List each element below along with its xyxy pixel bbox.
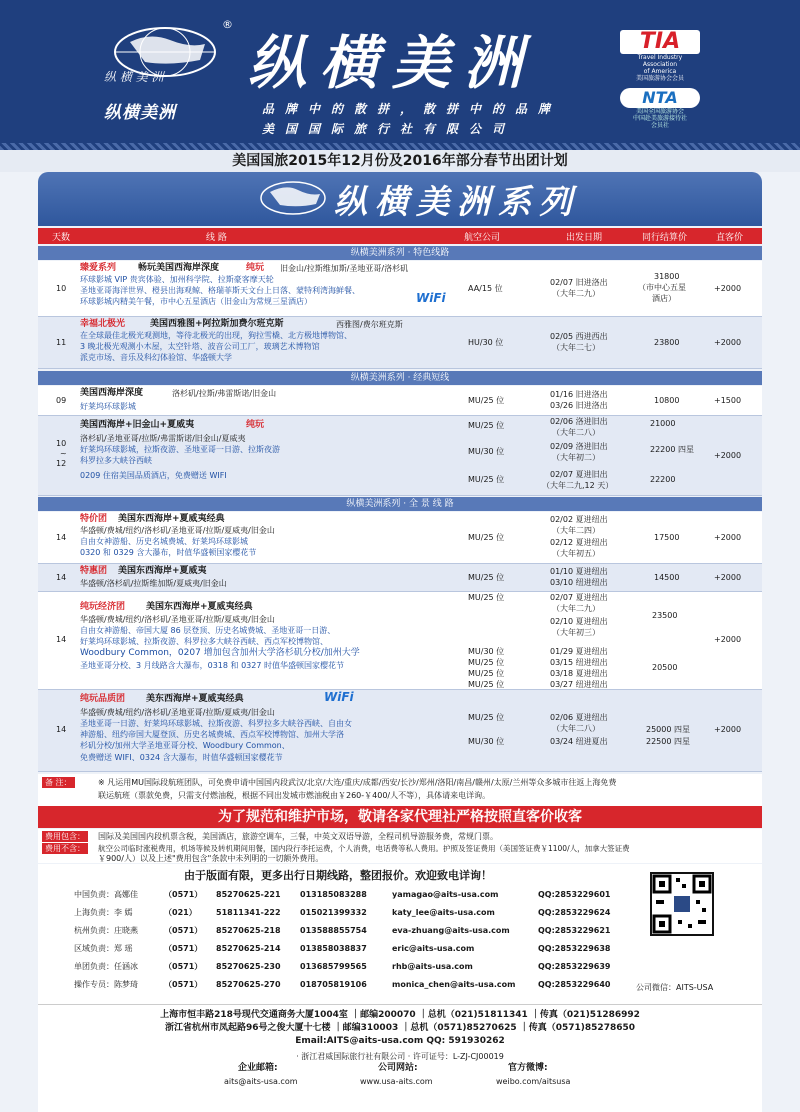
footer-weibo-label: 官方微博: xyxy=(508,1063,548,1073)
section-feature: 纵横美洲系列 · 特色线路 xyxy=(38,246,762,260)
page-title: 美国国旅2015年12月份及2016年部分春节出团计划 xyxy=(0,150,800,172)
row-price: 22200 xyxy=(650,475,676,484)
table-row xyxy=(38,690,762,772)
row-days: ~ xyxy=(60,449,67,458)
contact-email[interactable]: eva-zhuang@aits-usa.com xyxy=(392,926,510,935)
nta-sub-1: 美国全国旅游协会 xyxy=(635,108,684,115)
contact-tel: 85270625-218 xyxy=(216,926,281,935)
row-date: 01/29 夏进纽出 xyxy=(550,647,608,656)
row-date: 03/15 纽进纽出 xyxy=(550,658,608,667)
footer-address-shanghai: 上海市恒丰路218号现代交通商务大厦1004室 ｜邮编200070 ｜总机（021)51811341 ｜传真（021)51286992 xyxy=(160,1010,640,1020)
table-row xyxy=(38,416,762,496)
wifi-icon: WiFi xyxy=(324,690,354,704)
contact-row xyxy=(38,976,638,994)
row-days: 10 xyxy=(56,284,67,293)
contact-role: 杭州负责：庄晓燕 xyxy=(74,926,138,935)
notes-line: ※ 凡运用MU国际段航班团队，可免费申请中国国内段武汉/北京/大连/重庆/成都/西安/长沙/郑州/洛阳/南昌/赣州/太原/兰州等众多城市往返上海免费 xyxy=(98,778,617,787)
row-price: 25000 四星 xyxy=(646,725,690,734)
row-price: 23800 xyxy=(654,338,680,347)
contact-email[interactable]: eric@aits-usa.com xyxy=(392,944,475,953)
row-cities: 旧金山/拉斯维加斯/圣地亚哥/洛杉矶 xyxy=(280,264,409,273)
table-row xyxy=(38,512,762,564)
row-line: 3 晚北极光观测小木屋，太空针塔、波音公司工厂，玻璃艺术博物馆 xyxy=(80,342,320,351)
registered-mark: ® xyxy=(222,18,233,31)
slogan-line-2: 美国国际旅行社有限公司 xyxy=(262,122,516,136)
row-line: 好莱坞环球影城，拉斯夜游、圣地亚哥一日游、拉斯夜游 xyxy=(80,445,280,454)
row-date: 02/07 旧进洛出 xyxy=(550,278,608,287)
row-airline: MU/30 位 xyxy=(468,447,505,456)
nta-sub-3: 会员社 xyxy=(650,122,669,129)
row-days: 14 xyxy=(56,573,67,582)
row-days: 12 xyxy=(56,459,67,468)
brand-title: 纵横美洲 xyxy=(248,29,537,97)
row-cities: 洛杉矶/拉斯/弗雷斯诺/旧金山 xyxy=(172,389,277,398)
contact-row xyxy=(38,904,638,922)
row-line: 好莱坞环球影城、拉斯夜游、科罗拉多大峡谷西峡、西点军校博物馆、 xyxy=(80,637,328,646)
table-row xyxy=(38,592,762,690)
row-direct: +2000 xyxy=(714,725,742,734)
contact-mobile: 013588855754 xyxy=(300,926,367,935)
footer xyxy=(38,1004,762,1112)
row-date: 01/16 旧进洛出 xyxy=(550,390,608,399)
row-cities: 华盛顿/费城/纽约/洛杉矶/圣地亚哥/拉斯/夏威夷/旧金山 xyxy=(80,615,275,624)
row-line: 圣地亚哥海洋世界、橙县出海观鲸、格瑞菲斯天文台上日落、蒙特利湾海鲜餐、 xyxy=(80,286,360,295)
row-days: 14 xyxy=(56,635,67,644)
contact-qq: QQ:2853229624 xyxy=(538,908,611,917)
row-price: 20500 xyxy=(652,663,678,672)
contact-area: （021） xyxy=(164,908,197,917)
col-direct: 直客价 xyxy=(716,233,744,243)
row-date: 02/05 西进西出 xyxy=(550,332,608,341)
fee-exclude-text: 航空公司临时涨税费用，机场等候及转机期间用餐，国内段行李托运费，个人消费，电话费等私人费用。护照及签证费用（美国签证费￥1100/人，加拿大签证费 xyxy=(98,844,630,853)
row-direct: +2000 xyxy=(714,635,742,644)
row-airline: MU/30 位 xyxy=(468,647,505,656)
footer-weibo[interactable]: weibo.com/aitsusa xyxy=(496,1077,571,1086)
contact-row xyxy=(38,958,638,976)
row-direct: +2000 xyxy=(714,338,742,347)
row-price: 22500 四星 xyxy=(646,737,690,746)
row-days: 10 xyxy=(56,439,67,448)
contact-area: （0571） xyxy=(164,962,203,971)
contact-qq: QQ:2853229601 xyxy=(538,890,611,899)
row-title: 美东西海岸+夏威夷经典 xyxy=(146,694,244,704)
row-tag: 纯玩经济团 xyxy=(80,602,126,612)
contact-tel: 51811341-222 xyxy=(216,908,281,917)
row-title: 美国东西海岸+夏威夷 xyxy=(118,566,207,576)
footer-email-qq: Email:AITS@aits-usa.com QQ: 591930262 xyxy=(295,1036,505,1046)
row-price: 31800 xyxy=(654,272,680,281)
contact-qq: QQ:2853229639 xyxy=(538,962,611,971)
row-line: 0209 住宿美国品质酒店，免费赠送 WIFI xyxy=(80,471,227,480)
row-direct: +1500 xyxy=(714,396,742,405)
table-header xyxy=(38,228,762,244)
row-days: 14 xyxy=(56,533,67,542)
row-cities: 华盛顿/洛杉矶/拉斯维加斯/夏威夷/旧金山 xyxy=(80,579,227,588)
row-line: 杉矶分校/加州大学圣地亚哥分校、Woodbury Common、 xyxy=(80,741,290,750)
header-divider xyxy=(0,143,800,150)
section-classic: 纵横美洲系列 · 经典短线 xyxy=(38,371,762,385)
row-days: 14 xyxy=(56,725,67,734)
row-cities: 西雅图/费尔班克斯 xyxy=(336,320,403,329)
qr-code-icon xyxy=(650,872,714,936)
row-price: 17500 xyxy=(654,533,680,542)
footer-site[interactable]: www.usa-aits.com xyxy=(360,1077,433,1086)
contact-mobile: 013185083288 xyxy=(300,890,367,899)
row-title: 美国西海岸+旧金山+夏威夷 xyxy=(80,420,195,430)
table-row xyxy=(38,386,762,416)
row-line: 派克市场、音乐及科幻体验馆、华盛顿大学 xyxy=(80,353,232,362)
fee-include-text: 国际及美国国内段机票含税，美国酒店，旅游空调车，三餐，中英文双语导游，全程司机导游服务费，常规门票。 xyxy=(98,832,498,841)
row-date: 02/10 夏进纽出 xyxy=(550,617,608,626)
contact-tel: 85270625-214 xyxy=(216,944,281,953)
row-tag2: 纯玩 xyxy=(246,420,265,430)
row-price: 23500 xyxy=(652,611,678,620)
row-date: （大年二四） xyxy=(552,526,600,535)
row-date: 02/07 夏进旧出 xyxy=(550,470,608,479)
contact-mobile: 013858038837 xyxy=(300,944,367,953)
row-airline: MU/25 位 xyxy=(468,475,505,484)
table-row xyxy=(38,564,762,592)
contact-tel: 85270625-270 xyxy=(216,980,281,989)
contact-qq: QQ:2853229621 xyxy=(538,926,611,935)
row-title: 畅玩美国西海岸深度 xyxy=(138,263,220,273)
row-line: 0320 和 0329 含大瀑布，时值华盛顿国家樱花节 xyxy=(80,548,257,557)
contact-email[interactable]: monica_chen@aits-usa.com xyxy=(392,980,516,989)
row-line: 环球影城内精美午餐，市中心五星酒店（旧金山为常规三星酒店） xyxy=(80,297,312,306)
nta-logo-text: NTA xyxy=(620,88,700,108)
row-airline: MU/25 位 xyxy=(468,680,505,689)
globe-icon xyxy=(258,178,328,218)
row-date: （大年二九） xyxy=(552,289,600,298)
row-date: （大年二九,12 天） xyxy=(542,481,614,490)
row-line: 好莱坞环球影城 xyxy=(80,402,136,411)
tia-logo xyxy=(620,30,700,82)
contact-mobile: 015021399332 xyxy=(300,908,367,917)
series-banner xyxy=(38,172,762,226)
footer-mail-label: 企业邮箱: xyxy=(238,1063,278,1073)
row-date: 01/10 夏进纽出 xyxy=(550,567,608,576)
row-tag: 特惠团 xyxy=(80,566,108,576)
footer-site-label: 公司网站: xyxy=(378,1063,418,1073)
contact-mobile: 018705819106 xyxy=(300,980,367,989)
contact-role: 上海负责：李 嫣 xyxy=(74,908,133,917)
row-date: 02/12 夏进纽出 xyxy=(550,538,608,547)
contact-role: 单团负责：任涵冰 xyxy=(74,962,138,971)
row-price: 21000 xyxy=(650,419,676,428)
row-date: 03/27 纽进纽出 xyxy=(550,680,608,689)
row-title: 美国东西海岸+夏威夷经典 xyxy=(146,602,253,612)
contact-area: （0571） xyxy=(164,980,203,989)
footer-license: · 浙江君威国际旅行社有限公司 · 许可证号：L-ZJ-CJ00019 xyxy=(296,1052,504,1061)
brand-logo-text: 纵横美洲 xyxy=(104,103,176,123)
row-line: 圣地亚哥一日游、好莱坞环球影城、拉斯夜游、科罗拉多大峡谷西峡、自由女 xyxy=(80,719,352,728)
tia-sub-3: 美国旅游协会会员 xyxy=(635,75,684,82)
row-line: 科罗拉多大峡谷西峡 xyxy=(80,456,152,465)
tia-logo-text: TIA xyxy=(620,30,700,54)
row-tag: 臻爱系列 xyxy=(80,263,117,273)
nta-sub-2: 中国赴美旅游接待社 xyxy=(632,115,687,122)
row-direct: +2000 xyxy=(714,533,742,542)
nta-logo xyxy=(620,88,700,129)
row-days: 09 xyxy=(56,396,67,405)
row-date: 03/26 旧进洛出 xyxy=(550,401,608,410)
contact-area: （0571） xyxy=(164,944,203,953)
contact-role: 区域负责：郑 瑶 xyxy=(74,944,133,953)
row-airline: MU/25 位 xyxy=(468,593,505,602)
banner-title: 纵横美洲系列 xyxy=(334,182,580,221)
row-date: 02/06 夏进纽出 xyxy=(550,713,608,722)
row-cities: 华盛顿/费城/纽约/洛杉矶/圣地亚哥/拉斯/夏威夷/旧金山 xyxy=(80,526,275,535)
tia-sub-2: of America xyxy=(643,68,677,75)
row-tag2: 纯玩 xyxy=(246,263,265,273)
row-date: （大年初五） xyxy=(552,549,600,558)
brand-small-text: 纵 横 美 洲 xyxy=(104,70,164,84)
contact-area: （0571） xyxy=(164,890,203,899)
wifi-icon: WiFi xyxy=(416,291,446,305)
col-route: 线 路 xyxy=(206,233,227,243)
row-airline: MU/25 位 xyxy=(468,713,505,722)
contact-area: （0571） xyxy=(164,926,203,935)
row-airline: MU/25 位 xyxy=(468,396,505,405)
contact-row xyxy=(38,922,638,940)
notes-box xyxy=(38,774,762,806)
row-price: 10800 xyxy=(654,396,680,405)
row-tag: 纯玩品质团 xyxy=(80,694,126,704)
row-cities: 华盛顿/费城/纽约/洛杉矶/圣地亚哥/拉斯/夏威夷/旧金山 xyxy=(80,708,275,717)
table-row xyxy=(38,317,762,369)
col-price: 同行结算价 xyxy=(642,233,688,243)
row-line: Woodbury Common，0207 增加包含加州大学洛杉矶分校/加州大学 xyxy=(80,648,360,658)
notes-label: 备 注： xyxy=(42,777,75,788)
row-date: （大年二八） xyxy=(552,724,600,733)
row-airline: AA/15 位 xyxy=(468,284,503,293)
notes-line: 联运航班（票款免费，只需支付燃油税，根据不同出发城市燃油税由￥260-￥400/人不等），具体请来电详询。 xyxy=(98,791,491,800)
row-date: 02/07 夏进纽出 xyxy=(550,593,608,602)
fee-include-label: 费用包含： xyxy=(42,831,88,842)
row-line: 在全球最佳北极光观测地，等待北极光的出现，狗拉雪橇、北方极地博物馆、 xyxy=(80,331,352,340)
row-date: 03/24 纽进夏出 xyxy=(550,737,608,746)
row-tag: 特价团 xyxy=(80,514,108,524)
row-direct: +2000 xyxy=(714,573,742,582)
row-airline: MU/30 位 xyxy=(468,737,505,746)
row-date: （大年二九） xyxy=(552,604,600,613)
col-days: 天数 xyxy=(52,233,71,243)
table-row xyxy=(38,261,762,317)
row-airline: MU/25 位 xyxy=(468,533,505,542)
contact-email[interactable]: rhb@aits-usa.com xyxy=(392,962,473,971)
row-days: 11 xyxy=(56,338,67,347)
row-airline: MU/25 位 xyxy=(468,573,505,582)
row-airline: MU/25 位 xyxy=(468,658,505,667)
row-title: 美国西雅图+阿拉斯加费尔班克斯 xyxy=(150,319,284,329)
row-price: （市中心五星 xyxy=(638,283,686,292)
row-tag: 幸福北极光 xyxy=(80,319,126,329)
tia-sub-1: Travel Industry Association xyxy=(637,54,683,68)
contact-role: 中国负责：高娜佳 xyxy=(74,890,138,899)
fee-exclude-label: 费用不含： xyxy=(42,843,88,854)
row-airline: MU/25 位 xyxy=(468,669,505,678)
row-date: 02/09 洛进旧出 xyxy=(550,442,608,451)
row-line: 圣地亚哥分校、3 月线路含大瀑布，0318 和 0327 时值华盛顿国家樱花节 xyxy=(80,661,344,670)
row-title: 美国东西海岸+夏威夷经典 xyxy=(118,514,225,524)
row-price: 22200 四星 xyxy=(650,445,694,454)
fee-exclude-text: ￥900/人）以及上述"费用包含"条款中未列明的一切额外费用。 xyxy=(98,854,324,863)
row-direct: +2000 xyxy=(714,284,742,293)
row-date: 03/10 纽进纽出 xyxy=(550,578,608,587)
main-content xyxy=(0,150,800,1112)
header xyxy=(0,0,800,150)
row-line: 免费赠送 WIFI、0324 含大瀑布，时值华盛顿国家樱花节 xyxy=(80,753,283,762)
contact-role: 操作专员：陈梦琦 xyxy=(74,980,138,989)
row-line: 自由女神游船、历史名城费城、好莱坞环球影城 xyxy=(80,537,248,546)
row-price: 酒店） xyxy=(652,294,676,303)
footer-address-hangzhou: 浙江省杭州市凤起路96号之俊大厦十七楼 ｜邮编310003 ｜总机（0571)85270625 ｜传真（0571)85278650 xyxy=(164,1023,636,1033)
row-airline: HU/30 位 xyxy=(468,338,504,347)
row-direct: +2000 xyxy=(714,451,742,460)
row-date: （大年初三） xyxy=(552,628,600,637)
contact-row xyxy=(38,940,638,958)
row-line: 神游船、纽约帝国大厦登顶、历史名城费城、西点军校博物馆、加州大学洛 xyxy=(80,730,344,739)
row-line: 自由女神游船、帝国大厦 86 层登顶、历史名城费城、圣地亚哥一日游、 xyxy=(80,626,336,635)
slogan-line-1: 品牌中的散拼，散拼中的品牌 xyxy=(262,102,562,116)
row-date: （大年二八） xyxy=(552,428,600,437)
contact-box xyxy=(38,864,762,1004)
footer-mail[interactable]: aits@aits-usa.com xyxy=(224,1077,298,1086)
contact-email[interactable]: katy_lee@aits-usa.com xyxy=(392,908,495,917)
col-airline: 航空公司 xyxy=(464,233,501,243)
col-date: 出发日期 xyxy=(566,233,603,243)
row-price: 14500 xyxy=(654,573,680,582)
contact-tel: 85270625-230 xyxy=(216,962,281,971)
row-date: （大年二七） xyxy=(552,343,600,352)
contact-email[interactable]: yamagao@aits-usa.com xyxy=(392,890,499,899)
contact-qq: QQ:2853229640 xyxy=(538,980,611,989)
row-line: 环球影城 VIP 贵宾体验、加州科学院、拉斯豪客摩天轮 xyxy=(80,275,274,284)
row-date: （大年初二） xyxy=(552,453,600,462)
contact-tel: 85270625-221 xyxy=(216,890,281,899)
row-date: 02/02 夏进纽出 xyxy=(550,515,608,524)
row-date: 03/18 夏进纽出 xyxy=(550,669,608,678)
wechat-label: 公司微信：AITS-USA xyxy=(636,983,714,992)
contact-row xyxy=(38,886,638,904)
row-title: 美国西海岸深度 xyxy=(80,388,144,398)
contact-qq: QQ:2853229638 xyxy=(538,944,611,953)
contact-intro: 由于版面有限，更多出行日期线路，整团报价。欢迎致电详询！ xyxy=(184,869,492,882)
section-panorama: 纵横美洲系列 · 全 景 线 路 xyxy=(38,497,762,511)
fees-box xyxy=(38,829,762,863)
contact-mobile: 013685799565 xyxy=(300,962,367,971)
row-cities: 洛杉矶/圣地亚哥/拉斯/弗雷斯诺/旧金山/夏威夷 xyxy=(80,434,246,443)
notice-bar: 为了规范和维护市场，敬请各家代理社严格按照直客价收客 xyxy=(38,806,762,828)
row-date: 02/06 洛进旧出 xyxy=(550,417,608,426)
row-airline: MU/25 位 xyxy=(468,421,505,430)
